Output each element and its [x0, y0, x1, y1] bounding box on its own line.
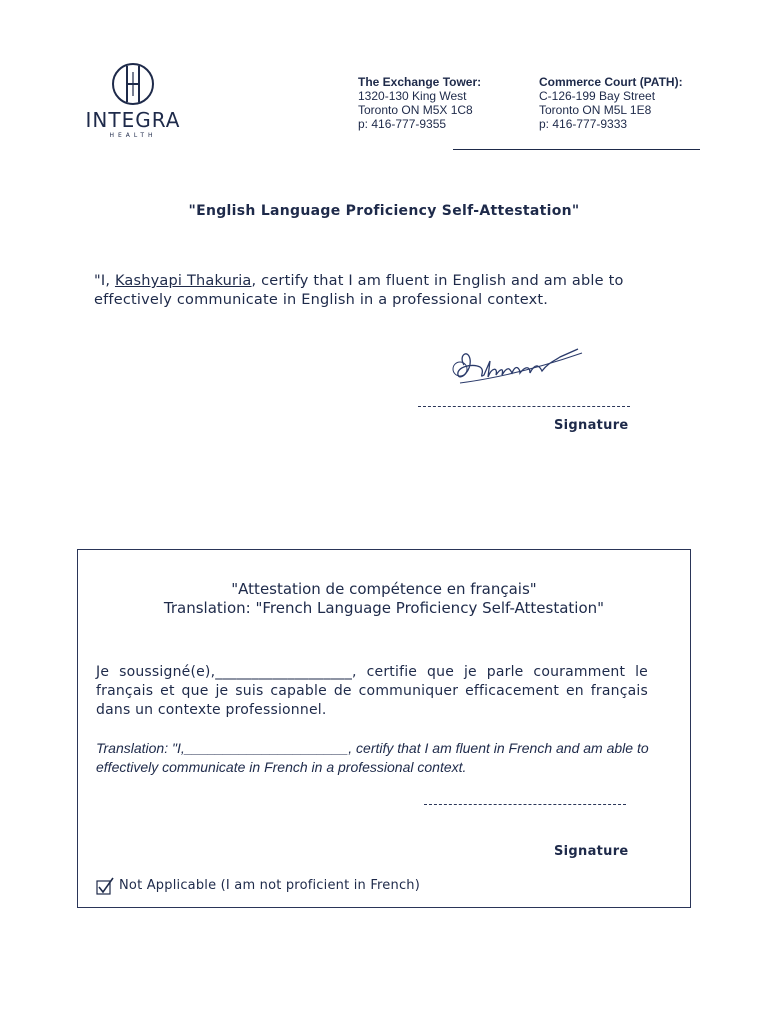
address-heading: The Exchange Tower: — [358, 75, 482, 89]
logo-wordmark: INTEGRA — [85, 108, 181, 132]
address-line: Toronto ON M5L 1E8 — [539, 103, 652, 117]
statement-prefix: "I, — [94, 273, 115, 289]
address-line: Toronto ON M5X 1C8 — [358, 103, 473, 117]
attestant-name: Kashyapi Thakuria — [114, 273, 252, 289]
integra-h-logo-icon — [109, 62, 157, 106]
french-signature-line — [424, 804, 626, 805]
header-divider — [453, 149, 700, 150]
french-title-translation: Translation: "French Language Proficiency Self-Attestation" — [163, 599, 605, 617]
french-attestation-statement: Je soussigné(e),___________________, certifie que je parle couramment le français et que je suis capable de communiquer efficacement en français dans un contexte professionnel. — [96, 664, 648, 718]
french-attestation-title — [77, 580, 691, 618]
address-commerce-court — [539, 75, 683, 131]
address-heading: Commerce Court (PATH): — [539, 75, 683, 89]
signature-line — [418, 406, 630, 407]
address-phone: p: 416-777-9333 — [539, 117, 628, 131]
french-signature-label: Signature — [554, 844, 629, 859]
english-attestation-title: "English Language Proficiency Self-Attestation" — [188, 203, 580, 219]
address-line: C-126-199 Bay Street — [539, 89, 656, 103]
address-exchange-tower — [358, 75, 481, 131]
handwritten-signature — [450, 343, 585, 393]
signature-label: Signature — [554, 418, 629, 433]
logo-subtitle: HEALTH — [109, 132, 157, 139]
english-attestation-statement — [94, 272, 694, 310]
address-phone: p: 416-777-9355 — [358, 117, 447, 131]
address-line: 1320-130 King West — [358, 89, 467, 103]
integra-health-logo — [80, 62, 190, 142]
french-statement-translation: Translation: "I,_____________________, certify that I am fluent in French and am able to effectively communicate in French in a professional context. — [96, 740, 649, 775]
checkbox-checked-icon[interactable] — [96, 877, 114, 895]
french-title: "Attestation de compétence en français" — [231, 580, 537, 598]
statement-body: , certify that I am fluent in English and am able to effectively communicate in English in a professional context. — [94, 273, 624, 308]
not-applicable-label: Not Applicable (I am not proficient in French) — [119, 878, 421, 893]
